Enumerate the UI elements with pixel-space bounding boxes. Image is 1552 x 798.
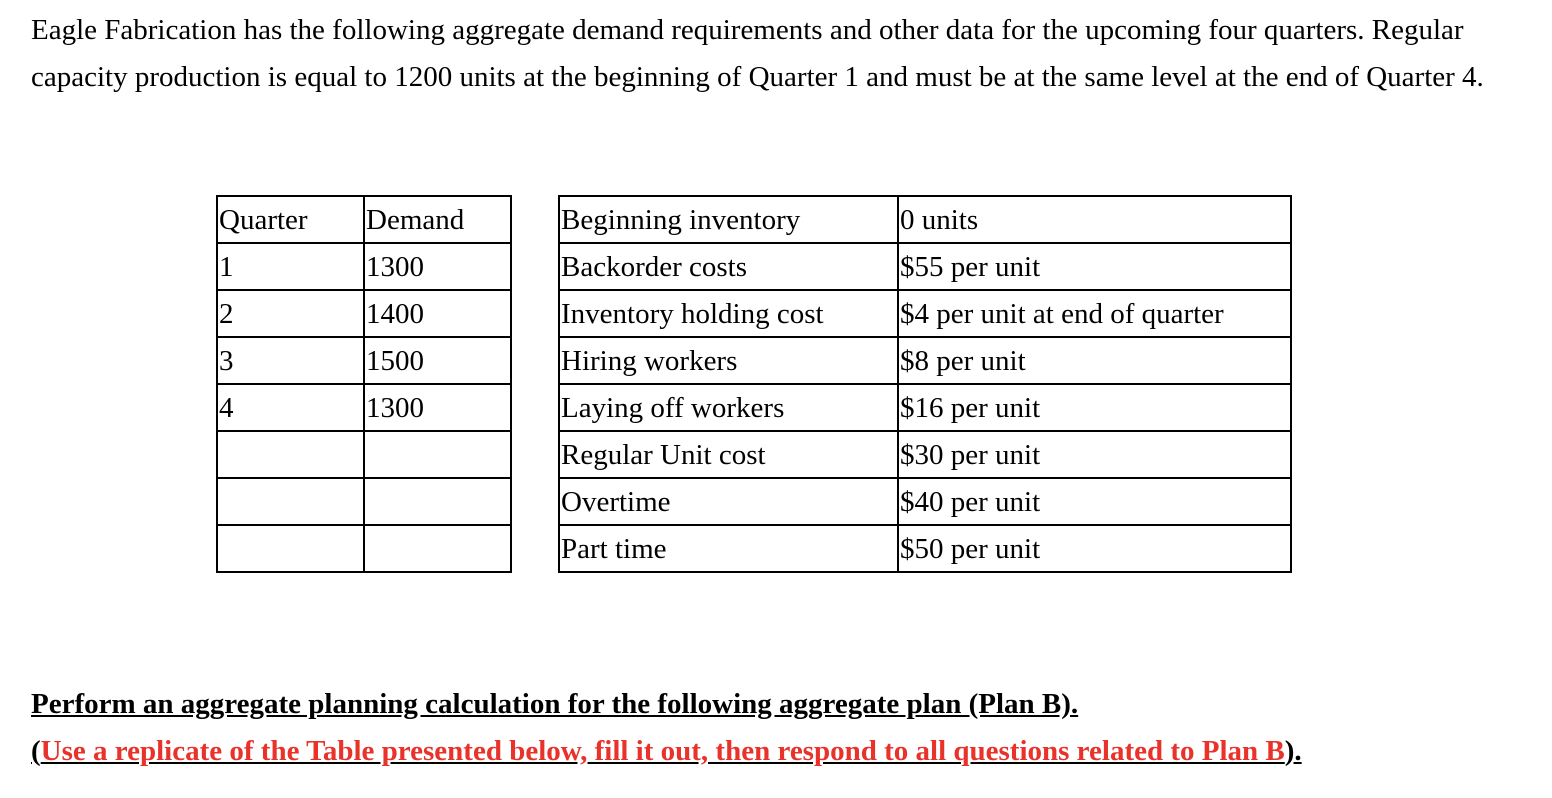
- table-cell: [217, 525, 364, 572]
- table-cell: 1400: [364, 290, 511, 337]
- table-row: [559, 243, 1291, 290]
- table-row: [559, 337, 1291, 384]
- table-cell: 0 units: [898, 196, 1291, 243]
- table-cell: $50 per unit: [898, 525, 1291, 572]
- demand-table: [216, 195, 512, 573]
- close-paren: ).: [1284, 735, 1302, 767]
- table-cell: 1: [217, 243, 364, 290]
- table-cell: Hiring workers: [559, 337, 898, 384]
- open-paren: (: [31, 735, 41, 767]
- table-row: [217, 525, 511, 572]
- table-row: [559, 384, 1291, 431]
- table-row: [559, 525, 1291, 572]
- table-cell: Inventory holding cost: [559, 290, 898, 337]
- table-cell: 1300: [364, 243, 511, 290]
- table-cell: 2: [217, 290, 364, 337]
- table-row: [217, 290, 511, 337]
- instruction-line-2: [31, 735, 1302, 768]
- table-row: [217, 478, 511, 525]
- table-cell: [217, 431, 364, 478]
- table-cell: $8 per unit: [898, 337, 1291, 384]
- table-cell: [364, 525, 511, 572]
- table-row: [559, 196, 1291, 243]
- table-cell: [364, 478, 511, 525]
- instruction-red-text: Use a replicate of the Table presented below, fill it out, then respond to all questions related to Plan B: [40, 735, 1285, 767]
- table-cell: Beginning inventory: [559, 196, 898, 243]
- table-row: [217, 384, 511, 431]
- table-cell: Backorder costs: [559, 243, 898, 290]
- header-quarter: Quarter: [217, 196, 364, 243]
- table-cell: $55 per unit: [898, 243, 1291, 290]
- intro-paragraph: Eagle Fabrication has the following aggregate demand requirements and other data for the upcoming four quarters. Regular capacity production is equal to 1200 units at the beginning of Quarter 1 and must be at the same level at the end of Quarter 4.: [31, 14, 1484, 93]
- table-row: [217, 243, 511, 290]
- header-demand: Demand: [364, 196, 511, 243]
- table-row: [217, 431, 511, 478]
- table-cell: Overtime: [559, 478, 898, 525]
- table-cell: $40 per unit: [898, 478, 1291, 525]
- table-cell: 1300: [364, 384, 511, 431]
- table-cell: $30 per unit: [898, 431, 1291, 478]
- table-cell: Laying off workers: [559, 384, 898, 431]
- table-cell: [364, 431, 511, 478]
- table-header-row: [217, 196, 511, 243]
- table-cell: $16 per unit: [898, 384, 1291, 431]
- instruction-line-1: Perform an aggregate planning calculation for the following aggregate plan (Plan B).: [31, 688, 1079, 720]
- table-cell: 4: [217, 384, 364, 431]
- table-cell: [217, 478, 364, 525]
- table-cell: Regular Unit cost: [559, 431, 898, 478]
- table-cell: 3: [217, 337, 364, 384]
- table-cell: Part time: [559, 525, 898, 572]
- table-row: [559, 478, 1291, 525]
- table-cell: 1500: [364, 337, 511, 384]
- cost-table: [558, 195, 1292, 573]
- table-row: [559, 290, 1291, 337]
- table-row: [559, 431, 1291, 478]
- table-cell: $4 per unit at end of quarter: [898, 290, 1291, 337]
- table-row: [217, 337, 511, 384]
